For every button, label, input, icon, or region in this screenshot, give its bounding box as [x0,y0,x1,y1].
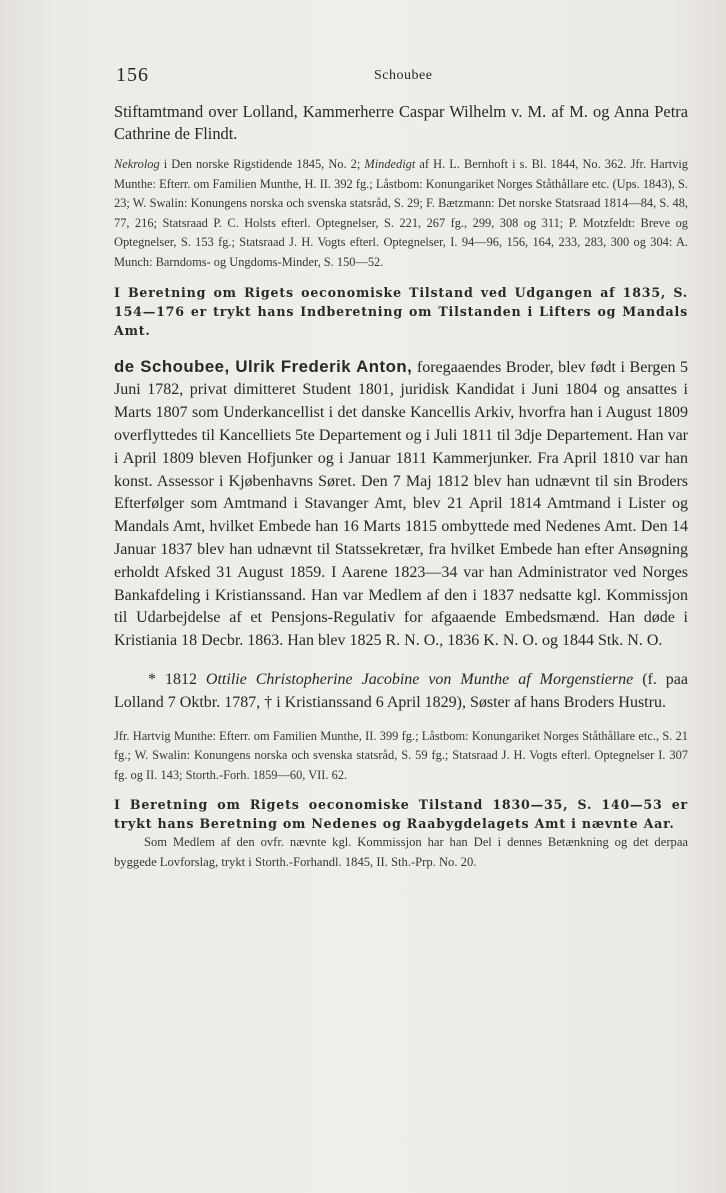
entry-fraktur-note: I Beretning om Rigets oeconomiske Tilstand 1830—35, S. 140—53 er trykt hans Beretning om Nedenes og Raabygdelagets Amt i nævnte Aar. [114,797,688,832]
spouse-name: Ottilie Christopherine Jacobine von Munthe af Morgenstierne [205,670,634,688]
source-text: i Den norske Rigstidende 1845, No. 2; [159,157,365,171]
running-head: Schoubee [374,68,433,83]
page-number: 156 [116,64,149,86]
page-body [114,101,688,872]
entry-commission-note: Som Medlem af den ovfr. nævnte kgl. Kommissjon har han Del i dennes Betænkning og det derpaa byggede Lovforslag, trykt i Storth.-Forhandl. 1845, II. Sth.-Prp. No. 20. [114,835,688,869]
source-label-nekrolog: Nekrolog [114,157,160,171]
entry-sources: Jfr. Hartvig Munthe: Efterr. om Familien Munthe, II. 399 fg.; Låstbom: Konungariket Norges Ståthållare etc., S. 21 fg.; W. Swalin: Konungens norska och svenska statsråd, S. 59 fg.; Statsraad J. H. Vogts efterl. Optegnelser I. 307 fg. og II. 143; Storth.-Forh. 1859—60, VII. 62. [114,728,688,782]
previous-entry-ending: Stiftamtmand over Lolland, Kammerherre Caspar Wilhelm v. M. af M. og Anna Petra Cathrine de Flindt. [114,102,688,143]
entry-paragraph [114,356,688,653]
previous-entry-sources [114,155,688,273]
entry-biography: foregaaendes Broder, blev født i Bergen 5 Juni 1782, privat dimitteret Student 1801, juridisk Kandidat i Juni 1804 og ansattes i Marts 1807 som Underkancellist i det danske Kancellis Arkiv, hvorfra han i August 1809 overflyttedes til Kancelliets 5te Departement og i Juli 1811 til 3dje Departement. Han var i April 1809 bleven Hofjunker og i Januar 1811 Kammerjunker. Fra April 1810 var han konst. Assessor i Kjøbenhavns Søret. Den 7 Maj 1812 blev han udnævnt til sin Broders Efterfølger som Amtmand i Stavanger Amt, blev 21 April 1814 Amtmand i Lister og Mandals Amt, hvilket Embede han 16 Marts 1815 ombyttede med Nedenes Amt. Den 14 Januar 1837 blev han udnævnt til Statssekretær, fra hvilket Embede han efter Ansøgning erholdt Afsked 31 August 1859. I Aarene 1823—34 var han Administrator ved Norges Bankafdeling i Kristianssand. Han var Medlem af den i 1837 nedsatte kgl. Kommissjon til Udarbejdelse af et Pensjons-Regulativ for afgaaende Embedsmænd. Han døde i Kristiania 18 Decbr. 1863. Han blev 1825 R. N. O., 1836 K. N. O. og 1844 Stk. N. O. [114,358,688,650]
entry-name: de Schoubee, Ulrik Frederik Anton, [114,356,413,376]
source-text: af H. L. Bernhoft i s. Bl. 1844, No. 362. Jfr. Hartvig Munthe: Efterr. om Familien Munthe, H. II. 392 fg.; Låstbom: Konungariket Norges Ståthållare etc. (Ups. 1843), S. 23; W. Swalin: Konungens norska och svenska statsråd, S. 29; F. Bætzmann: Det norske Statsraad 1814—84, S. 48, 77, 216; Statsraad P. C. Holsts efterl. Optegnelser, S. 221, 267 fg., 299, 308 og 311; P. Motzfeldt: Breve og Optegnelser, S. 153 fg.; Statsraad J. H. Vogts efterl. Optegnelser, I. 94—96, 156, 164, 233, 283, 300 og 304: A. Munch: Barndoms- og Ungdoms-Minder, S. 150—52. [114,157,688,269]
spouse-details: (f. paa Lolland 7 Oktbr. 1787, † i Kristianssand 6 April 1829), Søster af hans Broders Hustru. [114,670,689,711]
previous-entry-fraktur-note: I Beretning om Rigets oeconomiske Tilstand ved Udgangen af 1835, S. 154—176 er trykt hans Indberetning om Tilstanden i Lifters og Mandals Amt. [114,284,688,338]
source-label-mindedigt: Mindedigt [364,157,416,171]
spouse-prefix: * 1812 [148,670,206,688]
spouse-paragraph [114,669,688,715]
page-header [116,64,696,88]
